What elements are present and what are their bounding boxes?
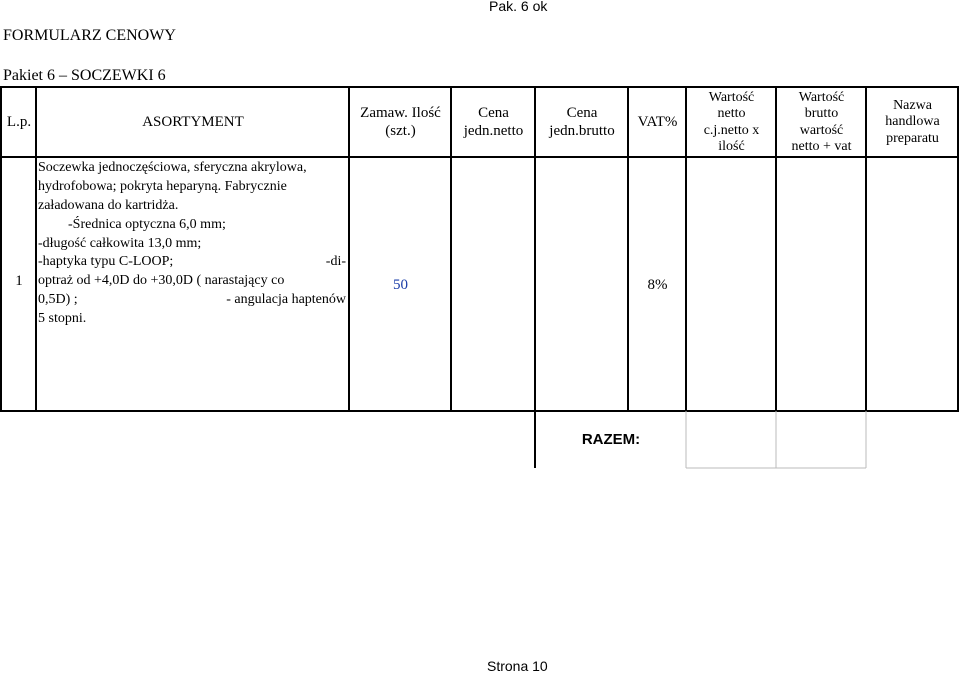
header-cena-brutto-line2: jedn.brutto — [549, 122, 615, 139]
summary-label-text: RAZEM: — [581, 431, 641, 449]
form-title: FORMULARZ CENOWY — [3, 27, 176, 44]
row-lp-value: 1 — [15, 273, 23, 290]
header-wartosc-brutto-line3: wartość — [799, 122, 844, 138]
page-footer: Strona 10 — [487, 658, 548, 674]
header-nazwa-line3: preparatu — [886, 130, 939, 146]
header-wartosc-netto-line2: netto — [717, 106, 746, 122]
desc-line-part: - angulacja haptenów — [226, 292, 346, 308]
header-vat-label: VAT% — [637, 113, 678, 130]
package-title: Pakiet 6 – SOCZEWKI 6 — [3, 67, 166, 84]
header-wartosc-brutto-line4: netto + vat — [791, 138, 852, 154]
header-lp — [2, 88, 36, 157]
header-wartosc-netto-line4: ilość — [718, 138, 745, 154]
row-description — [38, 159, 346, 329]
row-quantity-value: 50 — [393, 277, 408, 294]
header-zamaw-line2: (szt.) — [385, 122, 416, 139]
desc-line — [38, 253, 346, 272]
header-wartosc-netto-line1: Wartość — [708, 90, 755, 106]
header-nazwa-line1: Nazwa — [893, 98, 932, 114]
header-wartosc-brutto-line1: Wartość — [798, 90, 845, 106]
header-wartosc-netto-line3: c.j.netto x — [703, 122, 760, 138]
header-asortyment — [37, 88, 349, 157]
header-cena-brutto-line1: Cena — [566, 105, 598, 122]
header-zamaw-line1: Zamaw. Ilość — [360, 105, 441, 122]
header-vat — [629, 88, 686, 157]
desc-line — [38, 291, 346, 310]
header-wartosc-netto — [687, 88, 776, 157]
row-lp — [2, 262, 36, 302]
desc-line-part: -di- — [325, 254, 346, 270]
page-marker: Pak. 6 ok — [489, 0, 548, 14]
header-nazwa — [867, 88, 958, 157]
desc-line-part: 0,5D) ; — [38, 292, 78, 308]
row-quantity — [350, 272, 451, 300]
header-cena-brutto — [536, 88, 628, 157]
desc-line: 5 stopni. — [38, 311, 87, 327]
header-nazwa-line2: handlowa — [885, 114, 940, 130]
header-wartosc-brutto-line2: brutto — [804, 106, 839, 122]
summary-label — [536, 425, 686, 455]
desc-line: optraż od +4,0D do +30,0D ( narastający co — [38, 273, 285, 289]
desc-line: -długość całkowita 13,0 mm; — [38, 235, 202, 251]
header-lp-label: L.p. — [6, 113, 32, 130]
desc-line: załadowana do kartridża. — [38, 197, 179, 213]
desc-line: Soczewka jednoczęściowa, sferyczna akrylowa, — [38, 160, 307, 175]
desc-line: hydrofobowa; pokryta heparyną. Fabrycznie — [38, 178, 287, 194]
header-cena-netto — [452, 88, 535, 157]
row-vat — [629, 272, 686, 300]
header-wartosc-brutto — [777, 88, 866, 157]
header-zamaw — [350, 88, 451, 157]
header-cena-netto-line1: Cena — [478, 105, 509, 122]
desc-line: -Średnica optyczna 6,0 mm; — [68, 216, 226, 232]
row-vat-value: 8% — [647, 277, 668, 294]
desc-line-part: -haptyka typu C-LOOP; — [38, 254, 174, 270]
header-cena-netto-line2: jedn.netto — [463, 122, 524, 139]
header-asortyment-label: ASORTYMENT — [142, 113, 244, 130]
